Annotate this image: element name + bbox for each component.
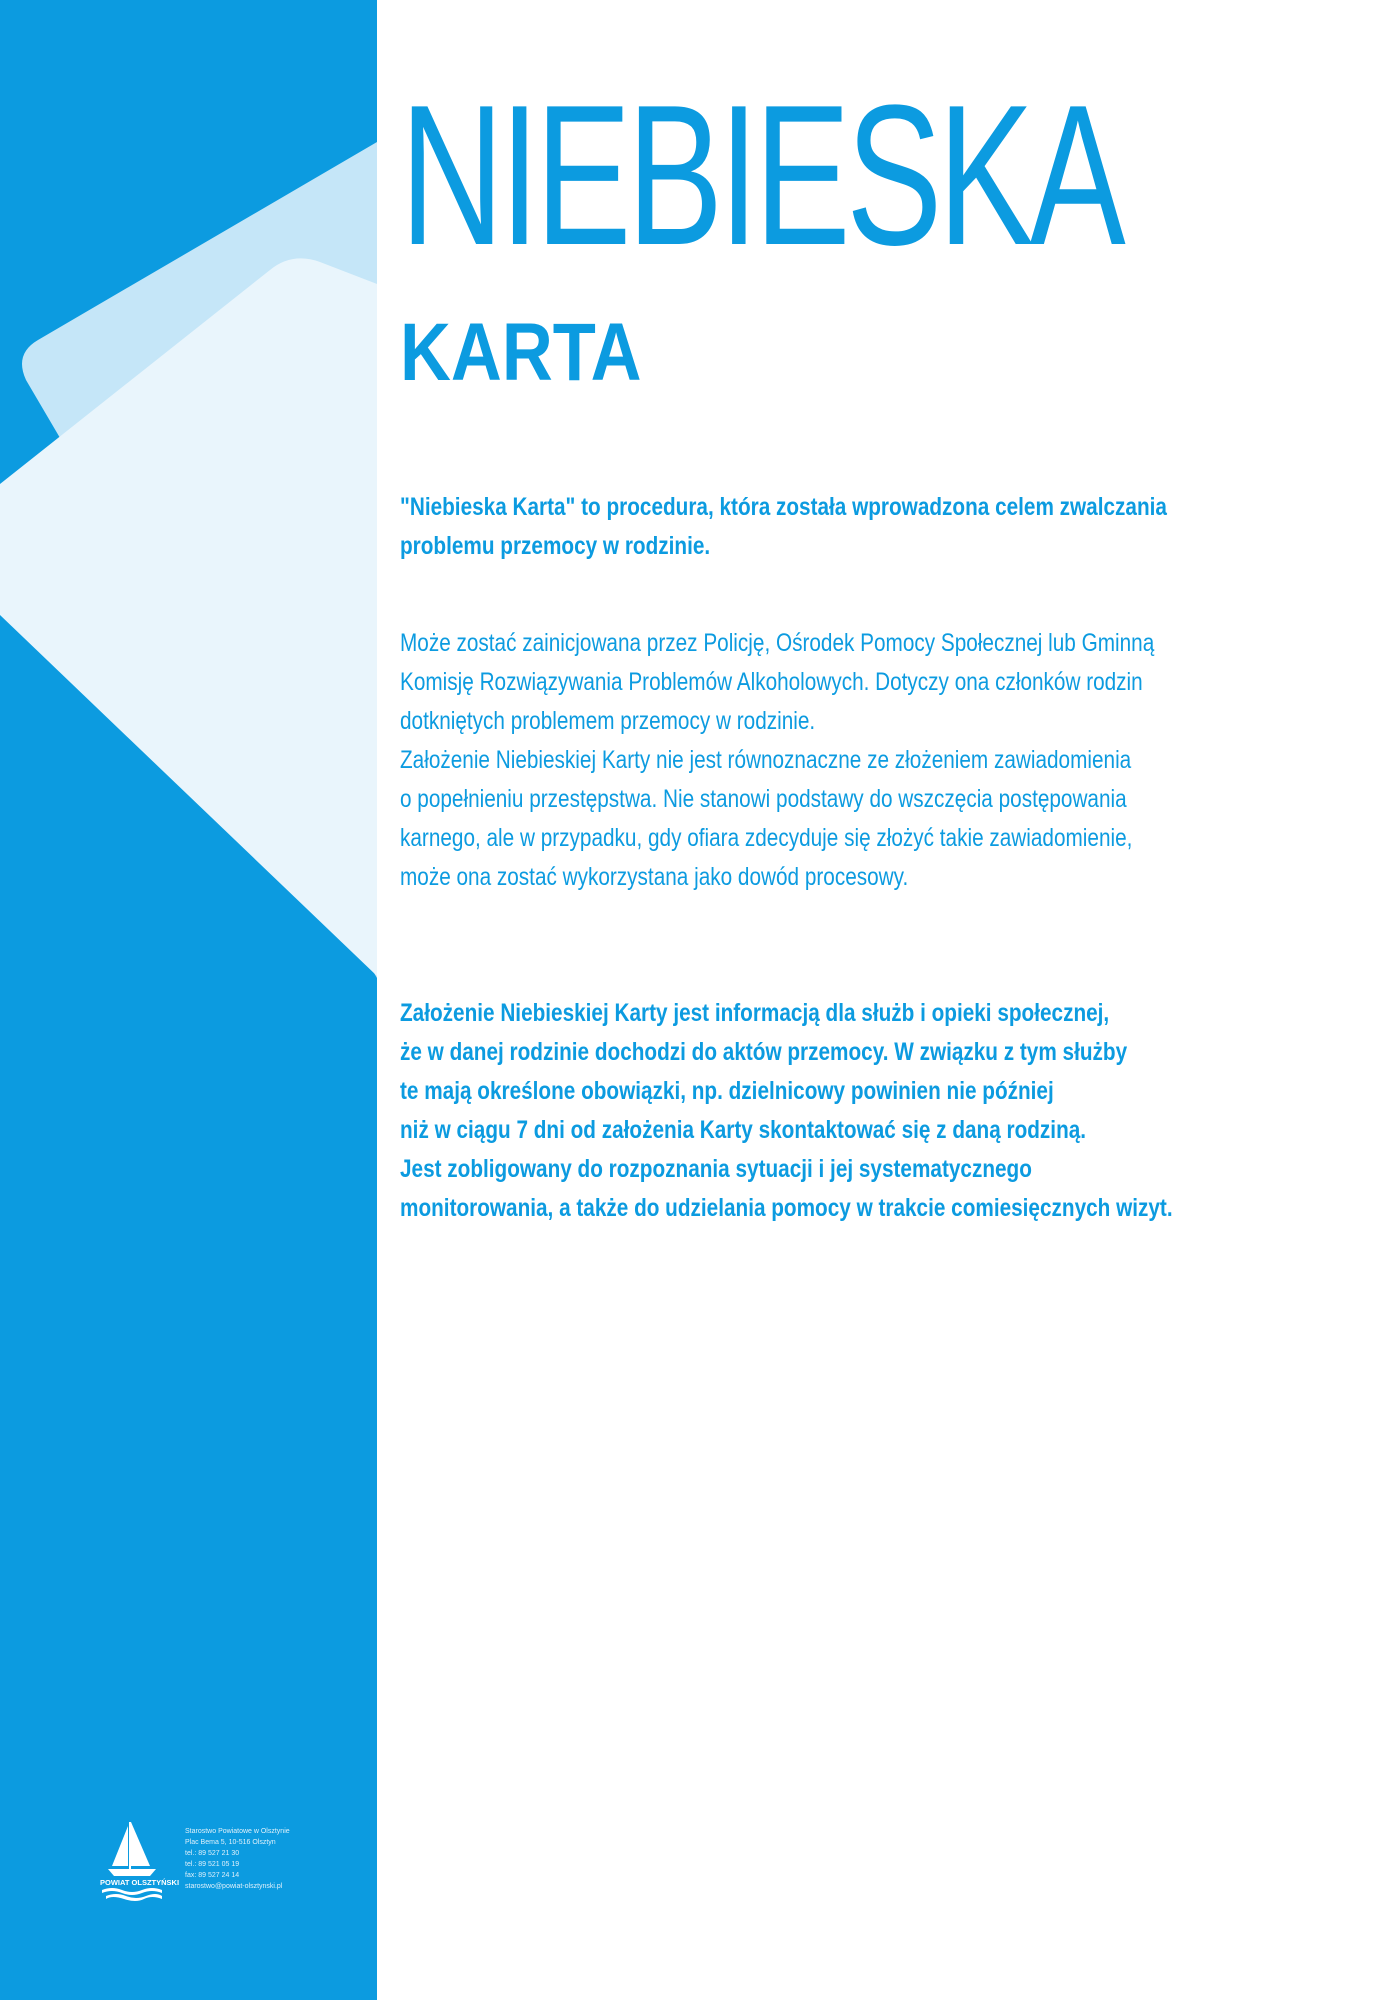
intro-paragraph [400, 488, 1167, 566]
contact-line: Starostwo Powiatowe w Olsztynie [185, 1828, 290, 1835]
sail-shape [131, 1822, 150, 1866]
text-line: monitorowania, a także do udzielania pomocy w trakcie comiesięcznych wizyt. [400, 1194, 1173, 1222]
contact-line: tel.: 89 521 05 19 [185, 1861, 240, 1868]
powiat-olsztynski-logo [100, 1820, 180, 1905]
text-line: o popełnieniu przestępstwa. Nie stanowi podstawy do wszczęcia postępowania [400, 785, 1127, 813]
text-line: Założenie Niebieskiej Karty nie jest równoznaczne ze złożeniem zawiadomienia [400, 746, 1132, 774]
contact-line: Plac Bema 5, 10-516 Olsztyn [185, 1839, 276, 1846]
text-line: Komisję Rozwiązywania Problemów Alkoholowych. Dotyczy ona członków rodzin [400, 668, 1143, 696]
text-line: Może zostać zainicjowana przez Policję, Ośrodek Pomocy Społecznej lub Gminną [400, 629, 1155, 657]
text-line: te mają określone obowiązki, np. dzielnicowy powinien nie później [400, 1077, 1054, 1105]
text-line: Jest zobligowany do rozpoznania sytuacji i jej systematycznego [400, 1155, 1032, 1183]
text-line: dotkniętych problemem przemocy w rodzinie. [400, 707, 816, 735]
sail-shape [112, 1826, 128, 1866]
page-subtitle: KARTA [400, 307, 642, 398]
body-paragraph [400, 624, 1154, 897]
text-line: problemu przemocy w rodzinie. [400, 532, 711, 560]
page-title: NIEBIESKA [400, 64, 1122, 287]
contact-line: tel.: 89 527 21 30 [185, 1850, 240, 1857]
contact-line: fax: 89 527 24 14 [185, 1872, 240, 1879]
text-line: może ona zostać wykorzystana jako dowód procesowy. [400, 863, 909, 891]
contact-info [185, 1826, 290, 1892]
text-line: karnego, ale w przypadku, gdy ofiara zdecyduje się złożyć takie zawiadomienie, [400, 824, 1133, 852]
logo-text: POWIAT OLSZTYŃSKI [100, 1878, 180, 1887]
text-line: że w danej rodzinie dochodzi do aktów przemocy. W związku z tym służby [400, 1038, 1128, 1066]
text-line: niż w ciągu 7 dni od założenia Karty skontaktować się z daną rodziną. [400, 1116, 1087, 1144]
text-line: Założenie Niebieskiej Karty jest informacją dla służb i opieki społecznej, [400, 999, 1110, 1027]
text-line: "Niebieska Karta" to procedura, która została wprowadzona celem zwalczania [400, 493, 1167, 521]
contact-email: starostwo@powiat-olsztynski.pl [185, 1883, 283, 1890]
closing-paragraph [400, 994, 1173, 1228]
decorative-cards [0, 0, 377, 2000]
blue-sidebar [0, 0, 377, 2000]
boat-hull [108, 1869, 156, 1876]
